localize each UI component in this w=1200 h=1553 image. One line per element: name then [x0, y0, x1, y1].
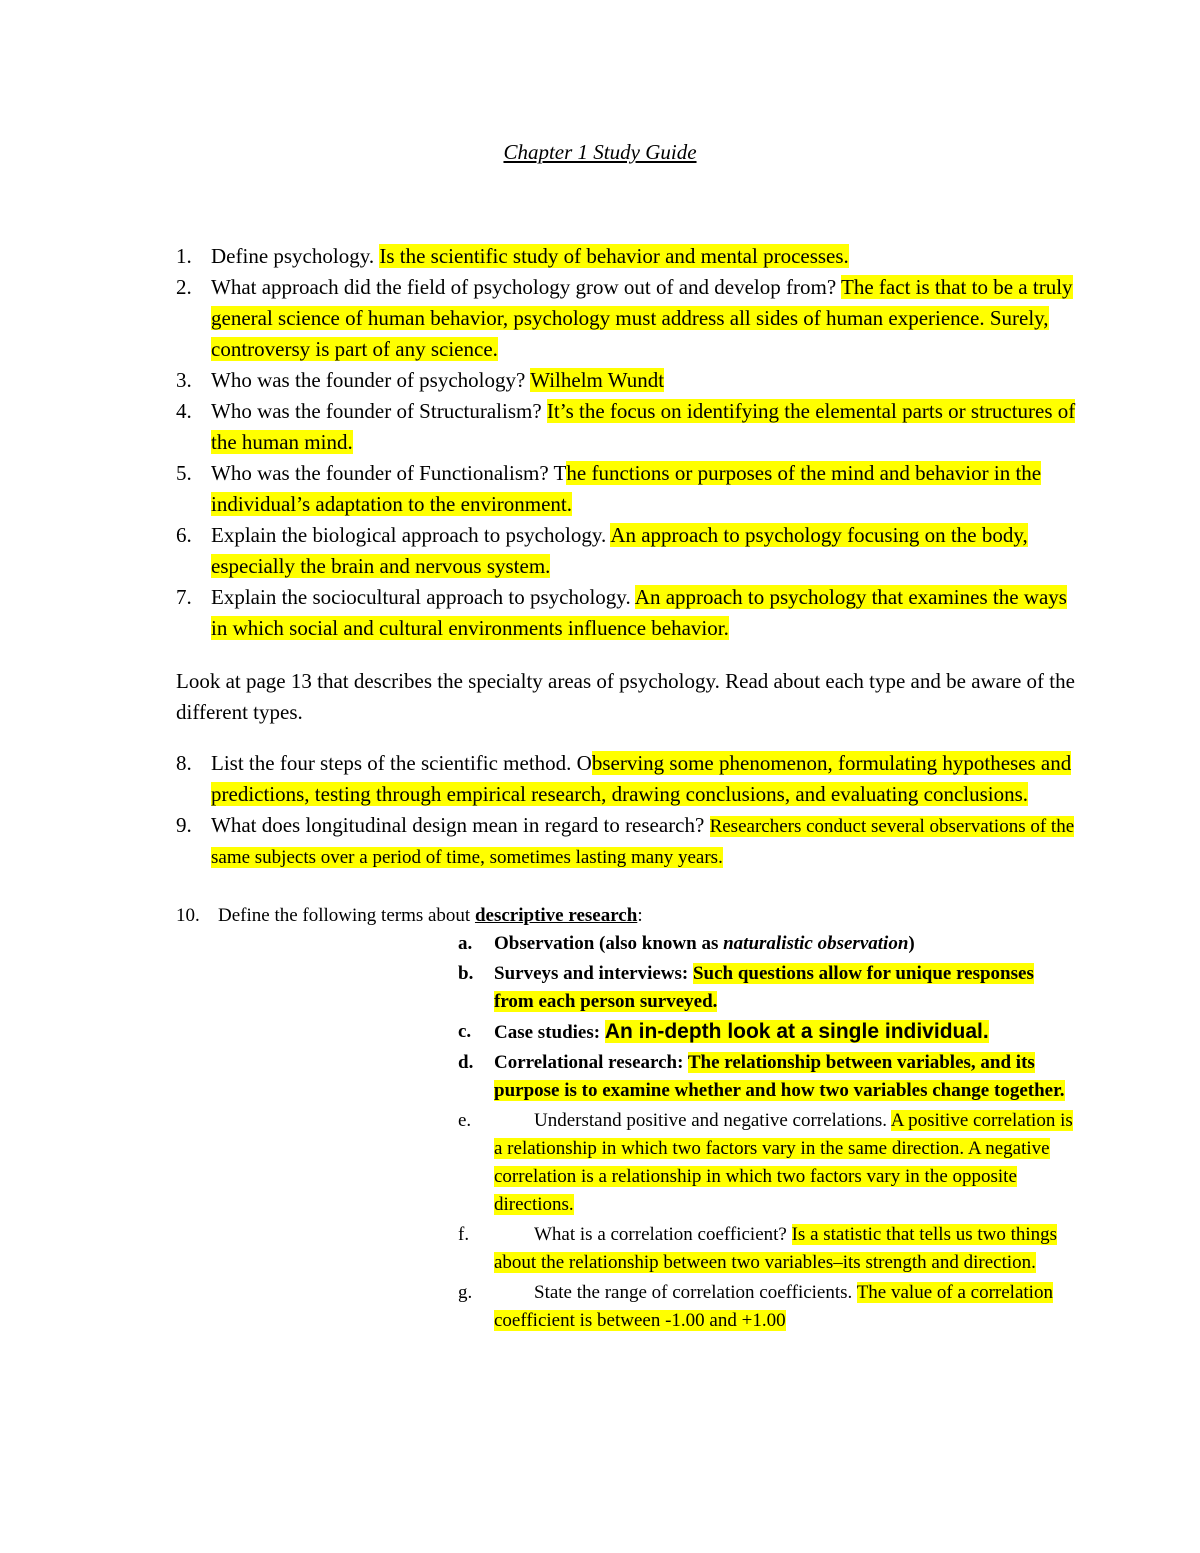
answer-text: bserving some phenomenon, formulating hypotheses and predictions, testing through empirical research, drawing conclusions, and evaluating conclusions. — [211, 751, 1072, 806]
answer-text: The fact is that to be a truly general science of human behavior, psychology must address all sides of human experience. Surely, controversy is part of any science. — [211, 275, 1073, 361]
answer-text: It’s the focus on identifying the elemental parts or structures of the human mind. — [211, 399, 1076, 454]
question-text: Who was the founder of Structuralism? — [211, 399, 547, 423]
sub-item-term-italic: naturalistic observation — [723, 933, 909, 954]
sub-item-answer: Is a statistic that tells us two things about the relationship between two variables–its strength and direction. — [494, 1224, 1058, 1273]
sub-item-f — [458, 1221, 1078, 1277]
sub-item-letter: d. — [458, 1052, 474, 1073]
list-item-10 — [176, 902, 1076, 930]
sub-item-letter: b. — [458, 963, 474, 984]
sub-item-question: State the range of correlation coefficients. — [534, 1282, 857, 1303]
question-text: Who was the founder of Functionalism? T — [211, 461, 567, 485]
colon: : — [637, 905, 643, 926]
sub-item-a — [458, 930, 1078, 958]
sub-item-term: Observation (also known as — [494, 933, 724, 954]
item-number: 10. — [176, 905, 200, 926]
sub-item-b — [458, 960, 1078, 1016]
sublist — [458, 930, 1078, 1337]
list-item — [176, 582, 1076, 644]
term-descriptive-research: descriptive research — [474, 905, 638, 926]
answer-text: Is the scientific study of behavior and mental processes. — [379, 244, 849, 268]
answer-text: An approach to psychology that examines the ways in which social and cultural environments influence behavior. — [211, 585, 1067, 640]
sub-item-question: Understand positive and negative correlations. — [534, 1110, 891, 1131]
item-number: 3. — [176, 368, 192, 392]
list-item — [176, 458, 1076, 520]
answer-text: he functions or purposes of the mind and behavior in the individual’s adaptation to the environment. — [211, 461, 1042, 516]
list-item — [176, 396, 1076, 458]
answer-text: Researchers conduct several observations of the same subjects over a period of time, sometimes lasting many years. — [211, 816, 1075, 868]
item-number: 1. — [176, 244, 192, 268]
item-number: 9. — [176, 813, 192, 837]
list-item — [176, 272, 1076, 365]
sub-item-question: What is a correlation coefficient? — [534, 1224, 792, 1245]
sub-item-c — [458, 1018, 1078, 1047]
sub-item-letter: c. — [458, 1021, 472, 1042]
answer-text: Wilhelm Wundt — [530, 368, 665, 392]
item-number: 8. — [176, 751, 192, 775]
question-list-1 — [176, 241, 1076, 644]
sub-item-answer: An in-depth look at a single individual. — [604, 1020, 989, 1043]
list-item — [176, 520, 1076, 582]
item-number: 2. — [176, 275, 192, 299]
question-list-2 — [176, 748, 1076, 872]
item-number: 7. — [176, 585, 192, 609]
sub-item-answer: The relationship between variables, and its purpose is to examine whether and how two variables change together. — [494, 1052, 1065, 1101]
question-text: Explain the biological approach to psychology. — [211, 523, 611, 547]
sub-item-term: Surveys and interviews: — [494, 963, 693, 984]
list-item — [176, 810, 1076, 872]
item-number: 5. — [176, 461, 192, 485]
list-item — [176, 748, 1076, 810]
item-number: 6. — [176, 523, 192, 547]
question-text: Define the following terms about — [218, 905, 475, 926]
sub-item-answer: Such questions allow for unique responses from each person surveyed. — [494, 963, 1034, 1012]
sub-item-term: Case studies: — [494, 1022, 605, 1043]
page-title: Chapter 1 Study Guide — [503, 140, 697, 164]
question-text: What does longitudinal design mean in regard to research? — [211, 813, 710, 837]
sub-item-g — [458, 1279, 1078, 1335]
sub-item-letter: f. — [458, 1224, 470, 1245]
list-item — [176, 365, 1076, 396]
sub-item-letter: e. — [458, 1110, 472, 1131]
sub-item-letter: g. — [458, 1282, 473, 1303]
sub-item-term: Correlational research: — [494, 1052, 688, 1073]
sub-item-term-tail: ) — [908, 933, 915, 954]
sub-item-answer: The value of a correlation coefficient is between -1.00 and +1.00 — [494, 1282, 1053, 1331]
sub-item-e — [458, 1107, 1078, 1219]
instruction-paragraph: Look at page 13 that describes the specialty areas of psychology. Read about each type and be aware of the different types. — [176, 669, 1075, 724]
item-number: 4. — [176, 399, 192, 423]
answer-text: An approach to psychology focusing on the body, especially the brain and nervous system. — [211, 523, 1028, 578]
sub-item-d — [458, 1049, 1078, 1105]
sub-item-answer: A positive correlation is a relationship in which two factors vary in the same direction. A negative correlation is a relationship in which two factors vary in the opposite directions. — [494, 1110, 1073, 1215]
question-text: Explain the sociocultural approach to psychology. — [211, 585, 635, 609]
question-text: Define psychology. — [211, 244, 380, 268]
sub-item-letter: a. — [458, 933, 473, 954]
question-text: What approach did the field of psychology grow out of and develop from? — [211, 275, 842, 299]
question-text: List the four steps of the scientific method. O — [211, 751, 592, 775]
question-text: Who was the founder of psychology? — [211, 368, 531, 392]
list-item — [176, 241, 1076, 272]
